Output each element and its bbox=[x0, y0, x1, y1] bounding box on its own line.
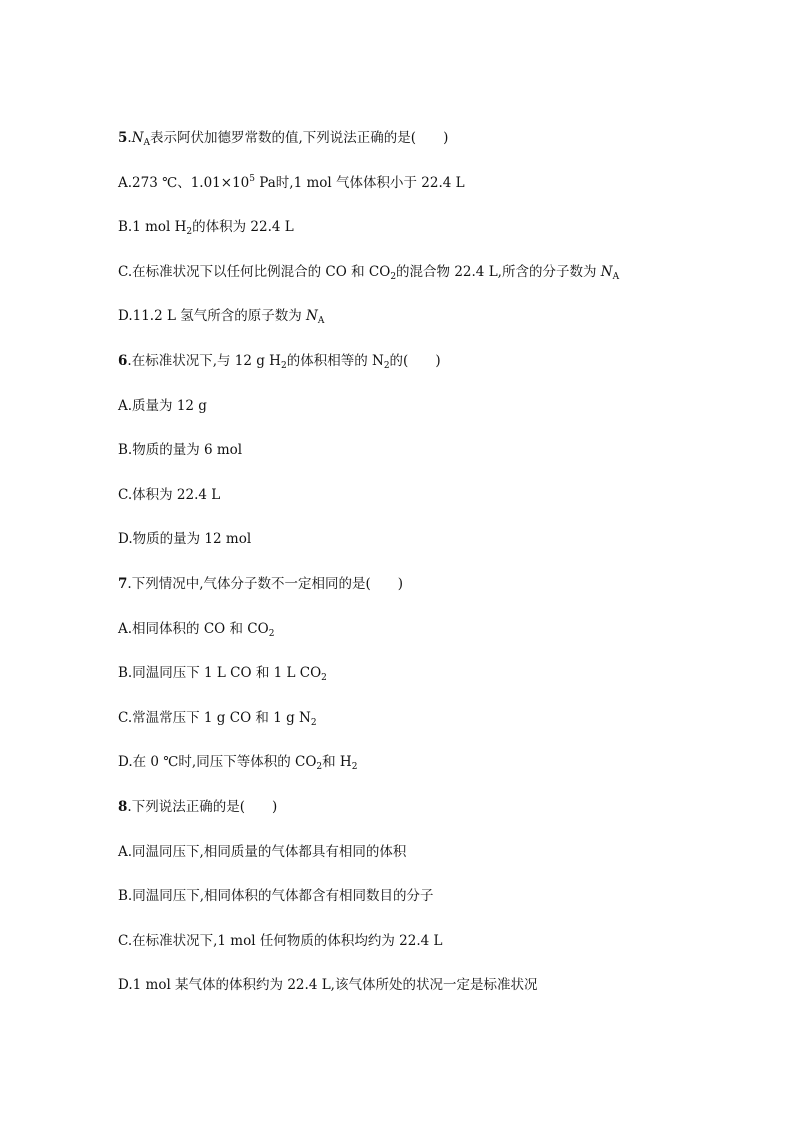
question-7-option-c bbox=[118, 708, 718, 753]
subscript: 2 bbox=[351, 762, 358, 773]
avogadro-subscript: A bbox=[612, 271, 620, 282]
question-7-option-b bbox=[118, 663, 718, 708]
exam-page bbox=[118, 128, 718, 1020]
subscript: 2 bbox=[316, 762, 323, 773]
question-number: 6 bbox=[118, 352, 128, 369]
question-7-option-d bbox=[118, 752, 718, 797]
stem-text: 的体积相等的 N bbox=[286, 352, 384, 369]
dot: . bbox=[127, 130, 132, 146]
option-text: A.相同体积的 CO 和 CO bbox=[118, 620, 269, 637]
subscript: 2 bbox=[310, 717, 317, 728]
subscript: 2 bbox=[321, 673, 327, 684]
avogadro-symbol: N bbox=[600, 263, 613, 280]
question-5-option-c bbox=[118, 262, 718, 307]
option-text: D.在 0 ℃时,同压下等体积的 CO bbox=[118, 754, 317, 771]
option-text: 的体积为 22.4 L bbox=[192, 219, 294, 236]
question-number: 7 bbox=[118, 575, 128, 592]
option-text: D.11.2 L 氢气所含的原子数为 bbox=[118, 308, 307, 325]
question-number: 5 bbox=[118, 130, 128, 146]
avogadro-symbol: N bbox=[131, 130, 144, 146]
option-text: Pa时,1 mol 气体体积小于 22.4 L bbox=[254, 174, 465, 191]
exponent: 5 bbox=[249, 173, 255, 184]
stem-text: .在标准状况下,与 12 g H bbox=[127, 352, 281, 369]
question-6-option-b: B.物质的量为 6 mol bbox=[118, 442, 243, 459]
question-5-stem bbox=[118, 128, 718, 173]
option-text: 和 H bbox=[322, 754, 352, 771]
option-text: C.在标准状况下以任何比例混合的 CO 和 CO bbox=[118, 263, 391, 280]
question-6-stem bbox=[118, 351, 718, 396]
question-6-option-a: A.质量为 12 g bbox=[118, 397, 207, 414]
avogadro-symbol: N bbox=[306, 308, 318, 325]
question-5-option-d bbox=[118, 306, 718, 351]
question-5-option-a bbox=[118, 173, 718, 218]
question-8-option-b: B.同温同压下,相同体积的气体都含有相同数目的分子 bbox=[118, 888, 434, 905]
subscript: 2 bbox=[186, 227, 193, 238]
question-5-option-b bbox=[118, 217, 718, 262]
avogadro-subscript: A bbox=[317, 316, 325, 327]
question-number: 8 bbox=[118, 798, 128, 815]
question-8-option-d: D.1 mol 某气体的体积约为 22.4 L,该气体所处的状况一定是标准状况 bbox=[118, 977, 538, 994]
question-6-option-c: C.体积为 22.4 L bbox=[118, 486, 221, 503]
avogadro-subscript: A bbox=[143, 138, 151, 148]
question-8-stem bbox=[118, 797, 718, 842]
question-7-option-a bbox=[118, 619, 718, 664]
option-text: B.1 mol H bbox=[118, 219, 187, 236]
stem-text: 表示阿伏加德罗常数的值,下列说法正确的是( ) bbox=[150, 130, 449, 146]
option-text: C.常温常压下 1 g CO 和 1 g N bbox=[118, 709, 311, 726]
subscript: 2 bbox=[383, 360, 390, 371]
question-8-option-a: A.同温同压下,相同质量的气体都具有相同的体积 bbox=[118, 843, 407, 860]
option-text: 的混合物 22.4 L,所含的分子数为 bbox=[396, 263, 601, 280]
subscript: 2 bbox=[268, 628, 275, 639]
question-8-option-c: C.在标准状况下,1 mol 任何物质的体积均约为 22.4 L bbox=[118, 932, 443, 949]
option-text: A.273 ℃、1.01×10 bbox=[118, 174, 250, 191]
question-7-stem bbox=[118, 574, 718, 619]
stem-text: .下列情况中,气体分子数不一定相同的是( ) bbox=[127, 575, 404, 592]
stem-text: .下列说法正确的是( ) bbox=[127, 798, 278, 815]
subscript: 2 bbox=[390, 271, 397, 282]
question-6-option-d: D.物质的量为 12 mol bbox=[118, 531, 252, 548]
option-text: B.同温同压下 1 L CO 和 1 L CO bbox=[118, 665, 322, 682]
subscript: 2 bbox=[280, 360, 287, 371]
stem-text: 的( ) bbox=[389, 352, 441, 369]
